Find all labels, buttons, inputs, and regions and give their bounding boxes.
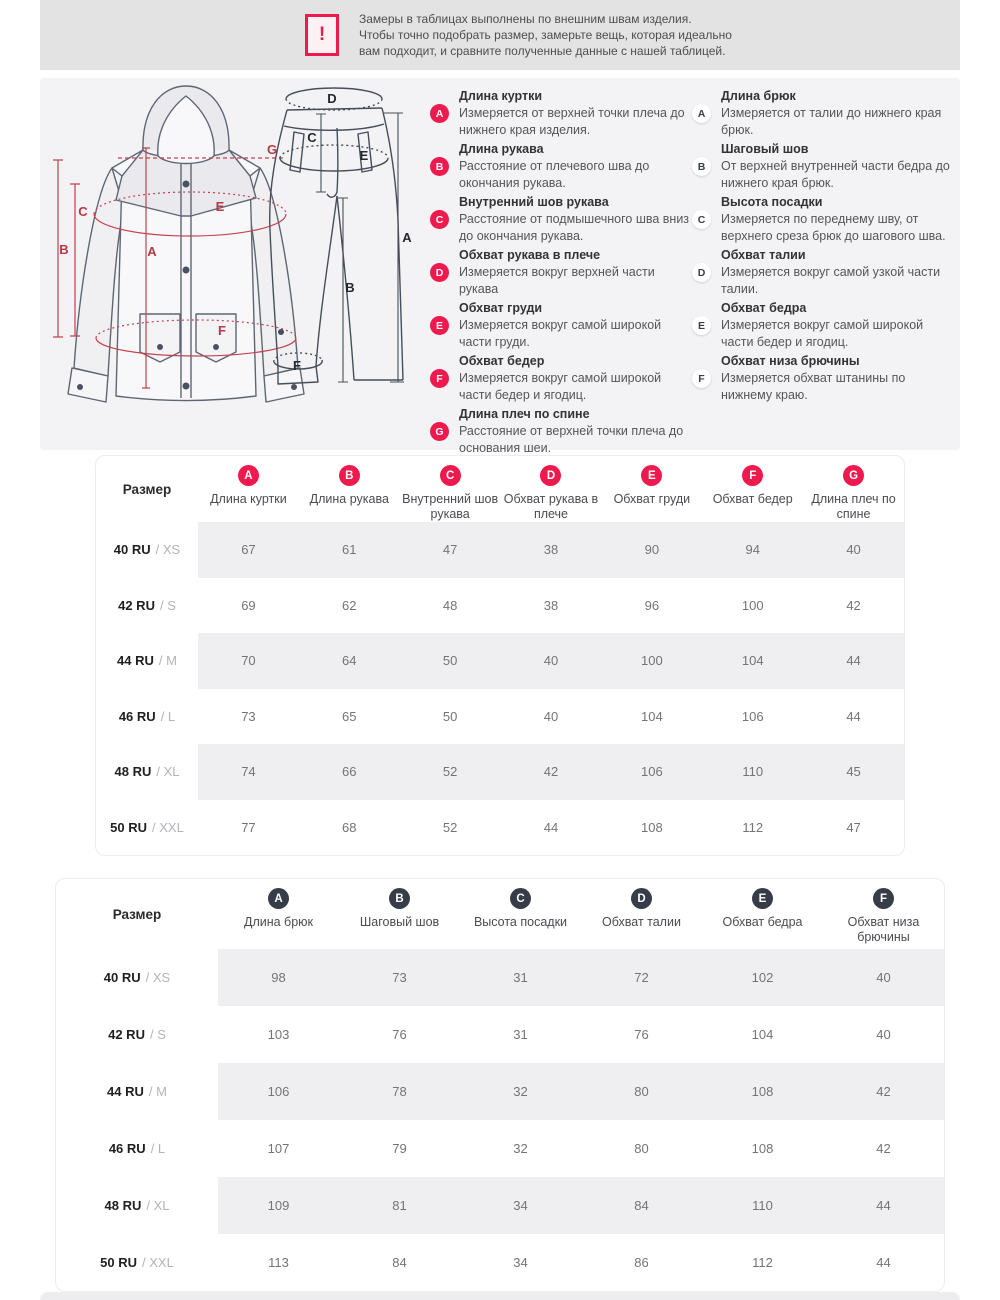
jacket-letter-c: C	[78, 204, 88, 219]
legend-title: Обхват бедра	[721, 301, 807, 315]
legend-letter-badge: D	[430, 263, 449, 282]
column-label: Длина рукава	[309, 492, 389, 506]
legend-title: Внутренний шов рукава	[459, 195, 609, 209]
row-values	[218, 1120, 944, 1177]
size-ru: 50 RU	[100, 1255, 138, 1270]
row-values	[218, 1234, 944, 1291]
table-row	[56, 1006, 944, 1063]
size-ru: 48 RU	[114, 764, 152, 780]
pants-table-header	[56, 879, 944, 949]
pants-letter-f: F	[293, 358, 301, 373]
legend-letter-badge: G	[430, 422, 449, 441]
legend-item	[692, 353, 952, 404]
column-letter-badge: E	[752, 888, 773, 909]
column-label: Обхват бедра	[722, 915, 803, 929]
cell-value: 73	[241, 708, 256, 724]
legend-item	[430, 88, 690, 139]
size-ru: 40 RU	[113, 542, 151, 558]
legend-item	[430, 194, 690, 245]
table-row	[96, 744, 904, 800]
cell-value: 38	[543, 597, 559, 613]
cell-value: 80	[634, 1141, 649, 1156]
size-ru: 42 RU	[118, 597, 155, 613]
size-international: / XL	[156, 764, 180, 780]
cell-value: 64	[342, 653, 357, 669]
jacket-letter-f: F	[218, 323, 226, 338]
table-row	[56, 949, 944, 1006]
cell-value: 48	[442, 597, 458, 613]
legend-text	[721, 247, 952, 298]
size-international: / XXL	[152, 819, 184, 835]
column-letter-badge: E	[641, 465, 662, 486]
cell-value: 98	[271, 970, 286, 985]
pants-letter-e: E	[359, 148, 369, 163]
cell-value: 61	[342, 542, 357, 558]
jacket-letter-a: A	[147, 244, 157, 259]
cell-value: 42	[876, 1084, 891, 1099]
cell-value: 32	[513, 1084, 528, 1099]
jacket-column-headers	[198, 456, 904, 522]
size-ru: 50 RU	[110, 819, 148, 835]
legend-title: Обхват бедер	[459, 354, 545, 368]
column-letter-badge: F	[742, 465, 763, 486]
row-values	[198, 578, 904, 634]
legend-text	[721, 194, 952, 245]
row-values	[198, 522, 904, 578]
column-label: Внутренний шов рукава	[402, 492, 499, 521]
column-label: Высота посадки	[473, 915, 568, 929]
size-column-header: Размер	[122, 481, 172, 497]
legend-description: Измеряется обхват штанины по нижнему краю.	[721, 371, 906, 402]
row-values	[218, 1177, 944, 1234]
cell-value: 77	[241, 819, 256, 835]
legend-letter-badge: B	[692, 157, 711, 176]
row-values	[198, 689, 904, 745]
size-label	[56, 1234, 218, 1291]
column-header	[702, 879, 823, 949]
column-header	[702, 456, 803, 522]
cell-value: 108	[641, 819, 663, 835]
legend-text	[721, 353, 952, 404]
legend-text	[721, 300, 952, 351]
size-label	[56, 1063, 218, 1120]
column-letter-badge: D	[631, 888, 652, 909]
cell-value: 62	[342, 597, 357, 613]
cell-value: 79	[392, 1141, 407, 1156]
size-label	[96, 689, 198, 745]
cell-value: 94	[745, 542, 760, 558]
cell-value: 34	[513, 1255, 528, 1270]
exclamation-glyph: !	[318, 24, 326, 45]
pants-letter-a: A	[402, 230, 412, 245]
legend-description: Измеряется вокруг самой широкой части бедер и ягодиц.	[721, 318, 924, 349]
cell-value: 100	[641, 653, 663, 669]
size-international: / S	[159, 597, 176, 613]
cell-value: 34	[513, 1198, 528, 1213]
legend-letter-badge: F	[692, 369, 711, 388]
size-label	[96, 522, 198, 578]
jacket-table-header	[96, 456, 904, 522]
legend-letter-badge: D	[692, 263, 711, 282]
pants-measurement-legend	[692, 88, 952, 406]
legend-description: Измеряется от верхней точки плеча до нижнего края изделия.	[459, 106, 685, 137]
size-ru: 44 RU	[117, 653, 154, 669]
table-row	[96, 633, 904, 689]
column-label: Шаговый шов	[359, 915, 440, 929]
cell-value: 44	[846, 653, 861, 669]
row-values	[218, 949, 944, 1006]
column-header	[198, 456, 299, 522]
row-values	[198, 633, 904, 689]
column-label: Обхват рукава в плече	[503, 492, 599, 521]
cell-value: 31	[513, 970, 528, 985]
legend-letter-badge: F	[430, 369, 449, 388]
cell-value: 68	[342, 819, 357, 835]
table-row	[56, 1234, 944, 1291]
column-header	[218, 879, 339, 949]
row-values	[198, 800, 904, 856]
legend-letter-badge: E	[692, 316, 711, 335]
table-row	[96, 689, 904, 745]
cell-value: 65	[342, 708, 357, 724]
table-row	[96, 522, 904, 578]
cell-value: 86	[634, 1255, 649, 1270]
size-label	[96, 578, 198, 634]
row-values	[198, 744, 904, 800]
column-label: Обхват груди	[613, 492, 691, 506]
size-international: / M	[148, 1084, 167, 1099]
pants-table-body	[56, 949, 944, 1291]
legend-text	[459, 247, 690, 298]
cell-value: 47	[442, 542, 458, 558]
cell-value: 40	[543, 708, 559, 724]
size-ru: 48 RU	[104, 1198, 142, 1213]
table-row	[56, 1063, 944, 1120]
legend-description: Измеряется от талии до нижнего края брюк.	[721, 106, 942, 137]
column-header	[400, 456, 501, 522]
cell-value: 52	[442, 764, 458, 780]
column-header	[460, 879, 581, 949]
cell-value: 102	[751, 970, 774, 985]
cell-value: 74	[241, 764, 256, 780]
size-label	[56, 1120, 218, 1177]
size-ru: 40 RU	[103, 970, 141, 985]
pants-letter-d: D	[327, 91, 337, 106]
cell-value: 32	[513, 1141, 528, 1156]
legend-description: Измеряется вокруг самой узкой части талии.	[721, 265, 941, 296]
column-letter-badge: C	[510, 888, 531, 909]
legend-item	[430, 406, 690, 457]
legend-text	[721, 141, 952, 192]
row-values	[218, 1063, 944, 1120]
cell-value: 44	[876, 1198, 891, 1213]
legend-item	[692, 194, 952, 245]
legend-title: Шаговый шов	[721, 142, 809, 156]
legend-text	[459, 194, 690, 245]
size-label	[96, 800, 198, 856]
size-label	[96, 633, 198, 689]
cell-value: 47	[846, 819, 861, 835]
legend-title: Высота посадки	[721, 195, 823, 209]
cell-value: 80	[634, 1084, 649, 1099]
jacket-measurement-legend	[430, 88, 690, 459]
cell-value: 113	[268, 1255, 289, 1270]
cell-value: 40	[846, 542, 861, 558]
legend-description: Расстояние от плечевого шва до окончания рукава.	[459, 159, 650, 190]
column-header	[823, 879, 944, 949]
legend-description: Измеряется вокруг самой широкой части бедер и ягодиц.	[459, 371, 662, 402]
cell-value: 96	[644, 597, 660, 613]
legend-title: Длина куртки	[459, 89, 543, 103]
cell-value: 76	[392, 1027, 407, 1042]
legend-item	[692, 247, 952, 298]
column-letter-badge: D	[540, 465, 561, 486]
cell-value: 45	[846, 764, 861, 780]
size-ru: 46 RU	[108, 1141, 146, 1156]
cell-value: 84	[392, 1255, 407, 1270]
cell-value: 106	[641, 764, 663, 780]
size-label	[96, 744, 198, 800]
cell-value: 44	[846, 708, 861, 724]
cell-value: 44	[543, 819, 559, 835]
size-international: / XL	[146, 1198, 170, 1213]
column-letter-badge: B	[389, 888, 410, 909]
jacket-table-body	[96, 522, 904, 855]
cell-value: 67	[241, 542, 256, 558]
pants-letter-b: B	[345, 280, 355, 295]
legend-letter-badge: E	[430, 316, 449, 335]
legend-letter-badge: A	[430, 104, 449, 123]
column-label: Длина брюк	[243, 915, 314, 929]
size-international: / M	[158, 653, 177, 669]
legend-description: Измеряется вокруг самой широкой части груди.	[459, 318, 662, 349]
cell-value: 50	[442, 708, 458, 724]
column-label: Обхват бедер	[712, 492, 793, 506]
table-row	[56, 1120, 944, 1177]
size-column-header: Размер	[112, 906, 162, 922]
legend-item	[692, 300, 952, 351]
cell-value: 42	[543, 764, 559, 780]
table-row	[56, 1177, 944, 1234]
cell-value: 104	[641, 708, 663, 724]
jacket-letter-g: G	[266, 142, 278, 157]
cell-value: 81	[392, 1198, 407, 1213]
banner-line-2: Чтобы точно подобрать размер, замерьте вещь, которая идеально	[359, 28, 732, 42]
banner-line-3: вам подходит, и сравните полученные данные с нашей таблицей.	[359, 44, 726, 58]
legend-title: Обхват талии	[721, 248, 806, 262]
legend-letter-badge: A	[692, 104, 711, 123]
column-letter-badge: G	[843, 465, 864, 486]
pants-size-table	[55, 878, 945, 1292]
cell-value: 112	[742, 819, 764, 835]
size-label	[56, 1177, 218, 1234]
legend-title: Обхват низа брючины	[721, 354, 860, 368]
size-ru: 42 RU	[108, 1027, 145, 1042]
size-international: / L	[150, 1141, 166, 1156]
banner-text	[359, 11, 732, 59]
table-row	[96, 800, 904, 856]
pants-letter-c: C	[307, 130, 317, 145]
legend-item	[430, 300, 690, 351]
cell-value: 69	[241, 597, 256, 613]
column-label: Обхват талии	[602, 915, 681, 929]
size-ru: 46 RU	[118, 708, 156, 724]
column-letter-badge: C	[440, 465, 461, 486]
size-international: / L	[160, 708, 176, 724]
legend-title: Длина брюк	[721, 89, 796, 103]
column-header	[299, 456, 400, 522]
cell-value: 31	[513, 1027, 528, 1042]
pants-column-headers	[218, 879, 944, 949]
size-international: / XXL	[142, 1255, 174, 1270]
column-letter-badge: B	[339, 465, 360, 486]
legend-description: Измеряется по переднему шву, от верхнего среза брюк до шагового шва.	[721, 212, 946, 243]
column-label: Длина куртки	[210, 492, 287, 506]
size-international: / XS	[155, 542, 181, 558]
banner-line-1: Замеры в таблицах выполнены по внешним швам изделия.	[359, 12, 692, 26]
column-label: Обхват низа брючины	[847, 915, 920, 944]
cell-value: 104	[741, 653, 764, 669]
cell-value: 108	[751, 1141, 774, 1156]
cell-value: 106	[741, 708, 764, 724]
row-values	[218, 1006, 944, 1063]
size-label	[56, 1006, 218, 1063]
cell-value: 109	[267, 1198, 290, 1213]
cell-value: 108	[751, 1084, 774, 1099]
legend-text	[459, 88, 690, 139]
cell-value: 107	[267, 1141, 290, 1156]
cell-value: 42	[876, 1141, 891, 1156]
cell-value: 110	[742, 764, 764, 780]
legend-text	[721, 88, 952, 139]
legend-item	[430, 141, 690, 192]
cell-value: 90	[644, 542, 660, 558]
cell-value: 100	[741, 597, 764, 613]
legend-title: Обхват груди	[459, 301, 543, 315]
next-section-edge	[40, 1292, 960, 1300]
pants-measure-letters	[293, 91, 412, 373]
column-header	[339, 879, 460, 949]
cell-value: 40	[876, 970, 891, 985]
size-international: / S	[149, 1027, 166, 1042]
cell-value: 50	[442, 653, 458, 669]
jacket-letter-b: B	[59, 242, 69, 257]
legend-letter-badge: C	[430, 210, 449, 229]
measurement-notice-banner	[40, 0, 960, 70]
legend-text	[459, 406, 690, 457]
column-label: Длина плеч по спине	[811, 492, 896, 521]
column-header	[803, 456, 904, 522]
size-label	[56, 949, 218, 1006]
cell-value: 40	[543, 653, 559, 669]
cell-value: 42	[846, 597, 861, 613]
cell-value: 84	[634, 1198, 649, 1213]
cell-value: 72	[634, 970, 649, 985]
jacket-figure	[68, 86, 304, 402]
legend-item	[692, 88, 952, 139]
column-header	[581, 879, 702, 949]
legend-item	[430, 247, 690, 298]
cell-value: 52	[442, 819, 458, 835]
jacket-letter-e: E	[215, 199, 225, 214]
legend-title: Длина плеч по спине	[459, 407, 590, 421]
cell-value: 112	[752, 1255, 773, 1270]
cell-value: 76	[634, 1027, 649, 1042]
column-letter-badge: A	[268, 888, 289, 909]
column-letter-badge: F	[873, 888, 894, 909]
legend-text	[459, 353, 690, 404]
legend-item	[430, 353, 690, 404]
cell-value: 106	[267, 1084, 290, 1099]
legend-item	[692, 141, 952, 192]
column-header	[501, 456, 602, 522]
size-measurement-diagram	[50, 80, 440, 448]
legend-description: Расстояние от верхней точки плеча до основания шеи.	[459, 424, 684, 455]
column-header	[601, 456, 702, 522]
legend-text	[459, 141, 690, 192]
cell-value: 103	[267, 1027, 290, 1042]
legend-text	[459, 300, 690, 351]
column-letter-badge: A	[238, 465, 259, 486]
cell-value: 73	[392, 970, 407, 985]
legend-description: От верхней внутренней части бедра до нижнего края брюк.	[721, 159, 950, 190]
cell-value: 38	[543, 542, 559, 558]
cell-value: 66	[342, 764, 357, 780]
legend-description: Измеряется вокруг верхней части рукава	[459, 265, 655, 296]
cell-value: 40	[876, 1027, 891, 1042]
size-ru: 44 RU	[107, 1084, 144, 1099]
legend-description: Расстояние от подмышечного шва вниз до окончания рукава.	[459, 212, 690, 243]
size-international: / XS	[145, 970, 171, 985]
exclamation-warning-icon	[305, 14, 339, 56]
cell-value: 70	[241, 653, 256, 669]
legend-letter-badge: B	[430, 157, 449, 176]
cell-value: 44	[876, 1255, 891, 1270]
cell-value: 104	[751, 1027, 774, 1042]
cell-value: 110	[752, 1198, 773, 1213]
legend-title: Длина рукава	[459, 142, 544, 156]
legend-title: Обхват рукава в плече	[459, 248, 601, 262]
jacket-size-table	[95, 455, 905, 856]
table-row	[96, 578, 904, 634]
cell-value: 78	[392, 1084, 407, 1099]
legend-letter-badge: C	[692, 210, 711, 229]
